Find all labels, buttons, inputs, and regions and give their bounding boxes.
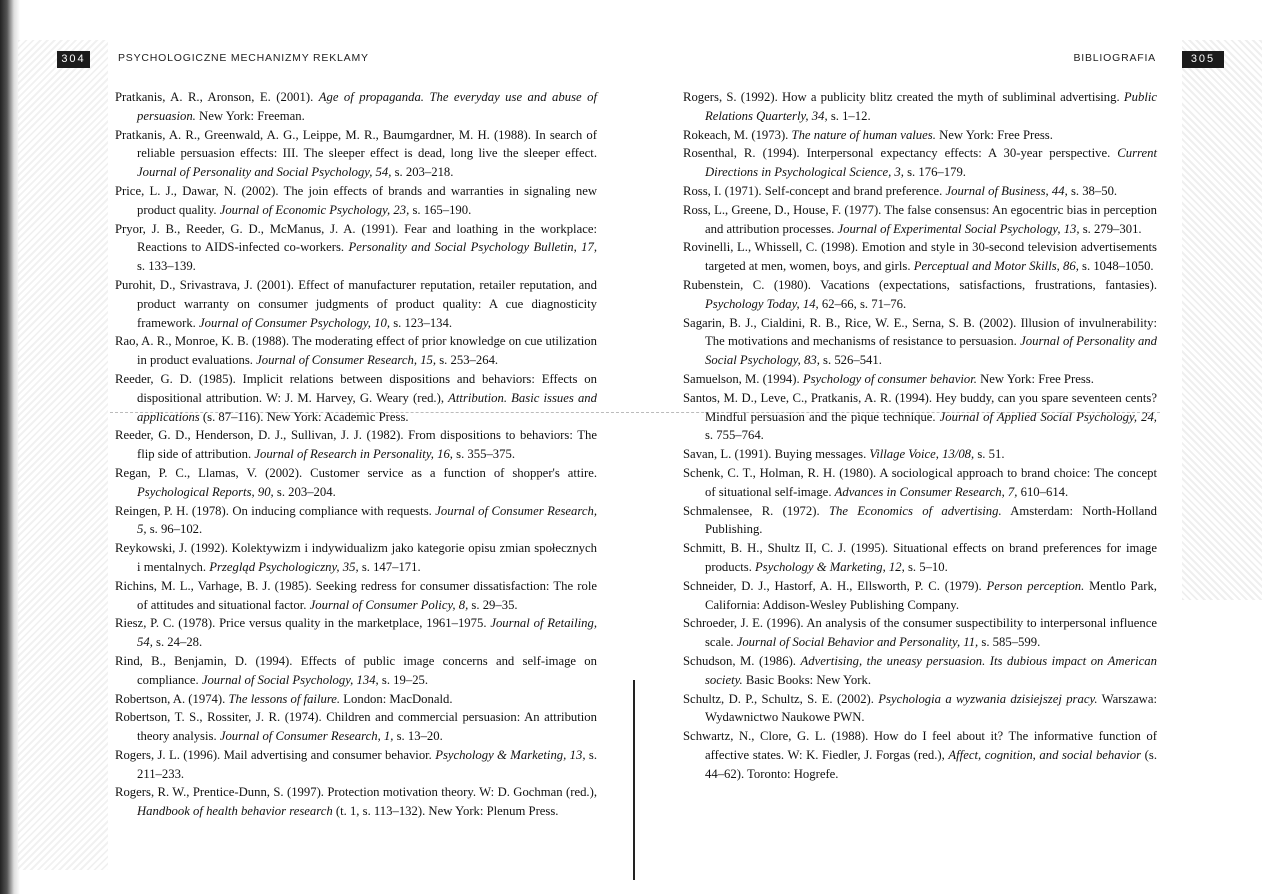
bibliography-entry <box>115 652 597 690</box>
entry-pages: s. 38–50. <box>1067 183 1118 198</box>
bibliography-entry <box>683 502 1157 540</box>
entry-text: Schudson, M. (1986). <box>683 653 801 668</box>
scan-noise-right <box>1182 40 1262 600</box>
entry-pages: s. 203–218. <box>391 165 454 180</box>
entry-pages: Amsterdam: North-Holland Publishing. <box>705 503 1157 537</box>
entry-title: Journal of Retailing, 54, <box>137 616 597 650</box>
entry-title: Journal of Personality and Social Psychology, 83, <box>705 334 1157 368</box>
entry-title: Journal of Consumer Research, 1, <box>219 729 394 744</box>
bibliography-entry <box>115 464 597 502</box>
entry-title: Journal of Personality and Social Psychology, 54, <box>137 165 392 180</box>
entry-pages: s. 203–204. <box>273 484 336 499</box>
entry-title: Handbook of health behavior research <box>137 804 333 819</box>
entry-pages: s. 585–599. <box>978 635 1041 650</box>
entry-title: Age of propaganda. The everyday use and abuse of persuasion. <box>137 90 597 123</box>
entry-title: Personality and Social Psychology Bulletin, 17, <box>348 240 597 255</box>
entry-title: Journal of Consumer Psychology, 10, <box>199 315 391 330</box>
entry-title: Journal of Consumer Research, 15, <box>256 353 437 368</box>
bibliography-entry <box>115 783 597 821</box>
entry-pages: s. 13–20. <box>393 729 443 744</box>
entry-text: Schultz, D. P., Schultz, S. E. (2002). <box>683 691 879 706</box>
bibliography-entry <box>683 389 1157 445</box>
bibliography-entry <box>115 332 597 370</box>
entry-pages: s. 176–179. <box>903 165 966 180</box>
entry-title: The Economics of advertising. <box>828 503 1002 518</box>
bibliography-entry <box>115 276 597 332</box>
running-header-left: PSYCHOLOGICZNE MECHANIZMY REKLAMY <box>118 52 369 64</box>
entry-pages: s. 24–28. <box>152 635 203 650</box>
entry-pages: (s. 44–62). Toronto: Hogrefe. <box>705 747 1157 781</box>
entry-text: Sagarin, B. J., Cialdini, R. B., Rice, W. E., Serna, S. B. (2002). Illusion of invulnerability: The motivations and mechanisms of resistance to persuasion. <box>683 315 1157 349</box>
entry-pages: s. 147–171. <box>358 559 421 574</box>
entry-pages: s. 1048–1050. <box>1078 259 1154 274</box>
entry-title: Journal of Economic Psychology, 23, <box>219 202 410 217</box>
entry-text: Schwartz, N., Clore, G. L. (1988). How do I feel about it? The informative function of affective states. W: K. Fiedler, J. Forgas (red.), <box>683 729 1157 762</box>
entry-text: Rogers, R. W., Prentice-Dunn, S. (1997). Protection motivation theory. W: D. Gochman (red.), <box>115 785 597 800</box>
entry-pages: s. 279–301. <box>1079 221 1142 236</box>
entry-text: Robertson, A. (1974). <box>115 691 229 706</box>
bibliography-entry <box>683 88 1157 126</box>
entry-text: Robertson, T. S., Rossiter, J. R. (1974). Children and commercial persuasion: An attribution theory analysis. <box>115 710 597 744</box>
bibliography-entry <box>115 614 597 652</box>
entry-title: Public Relations Quarterly, 34, <box>705 90 1157 123</box>
running-header-right: BIBLIOGRAFIA <box>1073 52 1156 64</box>
bibliography-entry <box>115 182 597 220</box>
entry-text: Price, L. J., Dawar, N. (2002). The join effects of brands and warranties in signaling new product quality. <box>115 183 597 217</box>
entry-title: Journal of Applied Social Psychology, 24, <box>939 409 1157 424</box>
entry-pages: s. 355–375. <box>452 447 516 462</box>
entry-title: The lessons of failure. <box>228 691 341 706</box>
bibliography-entry <box>683 445 1157 464</box>
entry-pages: New York: Free Press. <box>976 371 1094 386</box>
entry-title: Village Voice, 13/08, <box>869 447 975 462</box>
bibliography-entry <box>115 539 597 577</box>
entry-title: Perceptual and Motor Skills, 86, <box>913 259 1079 274</box>
entry-pages: New York: Free Press. <box>935 127 1053 142</box>
entry-text: Rao, A. R., Monroe, K. B. (1988). The moderating effect of prior knowledge on cue utilization in product evaluations. <box>115 334 597 368</box>
entry-title: Advertising, the uneasy persuasion. Its dubious impact on American society. <box>705 653 1157 687</box>
entry-text: Rind, B., Benjamin, D. (1994). Effects of public image concerns and self-image on compliance. <box>115 653 597 687</box>
bibliography-entry <box>683 614 1157 652</box>
entry-title: Journal of Social Behavior and Personality, 11, <box>736 635 979 650</box>
entry-pages: 62–66, s. 71–76. <box>818 296 907 311</box>
entry-pages: (s. 87–116). New York: Academic Press. <box>199 409 409 424</box>
bibliography-entry <box>683 539 1157 577</box>
entry-title: Psychology Today, 14, <box>705 296 819 311</box>
book-spine-line <box>633 680 635 880</box>
entry-pages: s. 5–10. <box>904 559 948 574</box>
page-number-right: 305 <box>1182 51 1224 68</box>
entry-text: Rovinelli, L., Whissell, C. (1998). Emotion and style in 30-second television advertisements targeted at men, women, boys, and girls. <box>683 240 1157 274</box>
entry-pages: 610–614. <box>1017 484 1069 499</box>
bibliography-entry <box>683 314 1157 370</box>
book-edge-shadow <box>0 0 20 894</box>
entry-text: Rubenstein, C. (1980). Vacations (expectations, satisfactions, frustrations, fantasies). <box>683 277 1157 292</box>
entry-title: Advances in Consumer Research, 7, <box>834 484 1018 499</box>
entry-pages: s. 755–764. <box>705 428 764 443</box>
entry-title: Psychology & Marketing, 12, <box>755 559 905 574</box>
entry-title: Psychologia a wyzwania dzisiejszej pracy. <box>878 691 1098 706</box>
bibliography-column-left <box>115 88 597 821</box>
entry-title: Psychology of consumer behavior. <box>802 371 977 386</box>
entry-text: Riesz, P. C. (1978). Price versus quality in the marketplace, 1961–1975. <box>115 616 491 631</box>
entry-pages: s. 29–35. <box>468 597 518 612</box>
entry-pages: s. 526–541. <box>819 353 882 368</box>
entry-pages: Mentlo Park, California: Addison-Wesley Publishing Company. <box>705 578 1157 612</box>
entry-pages: s. 51. <box>974 447 1005 462</box>
bibliography-column-right <box>683 88 1157 783</box>
entry-pages: s. 253–264. <box>436 353 499 368</box>
entry-text: Schneider, D. J., Hastorf, A. H., Ellsworth, P. C. (1979). <box>683 578 987 593</box>
entry-text: Schmalensee, R. (1972). <box>683 503 829 518</box>
entry-text: Richins, M. L., Varhage, B. J. (1985). Seeking redress for consumer dissatisfaction: The role of attitudes and situational factor. <box>115 578 597 612</box>
entry-title: Person perception. <box>986 578 1085 593</box>
entry-text: Schenk, C. T., Holman, R. H. (1980). A sociological approach to brand choice: The concept of situational self-image. <box>683 465 1157 499</box>
entry-title: Journal of Consumer Policy, 8, <box>309 597 469 612</box>
entry-pages: (t. 1, s. 113–132). New York: Plenum Press. <box>332 804 559 819</box>
bibliography-entry <box>115 370 597 426</box>
bibliography-entry <box>683 727 1157 783</box>
entry-title: Psychology & Marketing, 13, <box>435 747 586 762</box>
entry-text: Pratkanis, A. R., Greenwald, A. G., Leippe, M. R., Baumgardner, M. H. (1988). In search of reliable persuasion effects: III. The sleeper effect is dead, long live the sleeper effect. <box>115 127 597 161</box>
entry-text: Reingen, P. H. (1978). On inducing compliance with requests. <box>115 503 436 518</box>
scan-noise-left <box>18 40 108 870</box>
entry-pages: London: MacDonald. <box>340 691 453 706</box>
entry-title: Current Directions in Psychological Science, 3, <box>705 146 1157 180</box>
bibliography-entry <box>115 690 597 709</box>
entry-title: Journal of Research in Personality, 16, <box>254 447 453 462</box>
entry-title: The nature of human values. <box>791 127 936 142</box>
entry-text: Purohit, D., Srivastrava, J. (2001). Effect of manufacturer reputation, retailer reputation, and product warranty on consumer judgments of product quality: A cue diagnosticity framework. <box>115 277 597 330</box>
entry-title: Przegląd Psychologiczny, 35, <box>209 559 359 574</box>
entry-text: Regan, P. C., Llamas, V. (2002). Customer service as a function of shopper's attire. <box>115 465 597 480</box>
bibliography-entry <box>115 220 597 276</box>
bibliography-entry <box>683 370 1157 389</box>
entry-title: Journal of Social Psychology, 134, <box>201 672 379 687</box>
bibliography-entry <box>683 238 1157 276</box>
entry-text: Reeder, G. D. (1985). Implicit relations between dispositions and behaviors: Effects on dispositional attribution. W: J. M. Harvey, G. Weary (red.), <box>115 371 597 405</box>
entry-text: Savan, L. (1991). Buying messages. <box>683 447 870 462</box>
bibliography-entry <box>683 464 1157 502</box>
entry-text: Santos, M. D., Leve, C., Pratkanis, A. R. (1994). Hey buddy, can you spare seventeen cents? Mindful persuasion and the pique technique. <box>683 390 1157 424</box>
entry-text: Samuelson, M. (1994). <box>683 371 803 386</box>
entry-text: Pryor, J. B., Reeder, G. D., McManus, J. A. (1991). Fear and loathing in the workplace: Reactions to AIDS-infected co-workers. <box>115 221 597 255</box>
page-number-left: 304 <box>57 51 90 68</box>
entry-text: Rogers, J. L. (1996). Mail advertising and consumer behavior. <box>115 747 436 762</box>
bibliography-entry <box>683 577 1157 615</box>
bibliography-entry <box>115 126 597 182</box>
entry-text: Ross, I. (1971). Self-concept and brand preference. <box>683 183 946 198</box>
entry-pages: s. 123–134. <box>390 315 453 330</box>
bibliography-entry <box>115 708 597 746</box>
entry-pages: s. 96–102. <box>146 522 203 537</box>
entry-text: Rogers, S. (1992). How a publicity blitz created the myth of subliminal advertising. <box>683 90 1124 104</box>
bibliography-entry <box>683 144 1157 182</box>
bibliography-entry <box>683 182 1157 201</box>
entry-title: Journal of Business, 44, <box>945 183 1068 198</box>
entry-pages: s. 165–190. <box>409 202 472 217</box>
entry-pages: Warszawa: Wydawnictwo Naukowe PWN. <box>705 691 1158 725</box>
entry-pages: s. 19–25. <box>378 672 429 687</box>
bibliography-entry <box>683 690 1157 728</box>
bibliography-entry <box>683 126 1157 145</box>
bibliography-entry <box>115 746 597 784</box>
bibliography-entry <box>683 276 1157 314</box>
entry-pages: s. 133–139. <box>137 259 196 274</box>
entry-text: Reeder, G. D., Henderson, D. J., Sullivan, J. J. (1982). From dispositions to behaviors: The flip side of attribution. <box>115 428 597 462</box>
entry-title: Psychological Reports, 90, <box>137 484 274 499</box>
bibliography-entry <box>115 577 597 615</box>
bibliography-entry <box>115 426 597 464</box>
entry-text: Reykowski, J. (1992). Kolektywizm i indywidualizm jako kategorie opisu zmian społecznych i mentalnych. <box>115 541 597 574</box>
entry-text: Pratkanis, A. R., Aronson, E. (2001). <box>115 90 319 104</box>
entry-title: Journal of Consumer Research, 5, <box>137 503 597 537</box>
bibliography-entry <box>115 502 597 540</box>
entry-pages: New York: Freeman. <box>195 108 305 123</box>
entry-title: Affect, cognition, and social behavior <box>948 747 1142 762</box>
entry-pages: s. 211–233. <box>137 747 597 781</box>
entry-pages: s. 1–12. <box>827 108 871 123</box>
entry-pages: Basic Books: New York. <box>742 672 871 687</box>
entry-title: Attribution. Basic issues and applications <box>137 390 597 424</box>
entry-text: Rosenthal, R. (1994). Interpersonal expectancy effects: A 30-year perspective. <box>683 146 1118 161</box>
bibliography-entry <box>115 88 597 126</box>
bibliography-entry <box>683 201 1157 239</box>
entry-text: Schroeder, J. E. (1996). An analysis of the consumer suspectibility to interpersonal influence scale. <box>683 616 1157 650</box>
entry-title: Journal of Experimental Social Psychology, 13, <box>837 221 1080 236</box>
entry-text: Schmitt, B. H., Shultz II, C. J. (1995). Situational effects on brand preferences for image products. <box>683 541 1157 574</box>
entry-text: Rokeach, M. (1973). <box>683 127 792 142</box>
bibliography-entry <box>683 652 1157 690</box>
entry-text: Ross, L., Greene, D., House, F. (1977). The false consensus: An egocentric bias in perception and attribution processes. <box>683 202 1157 236</box>
